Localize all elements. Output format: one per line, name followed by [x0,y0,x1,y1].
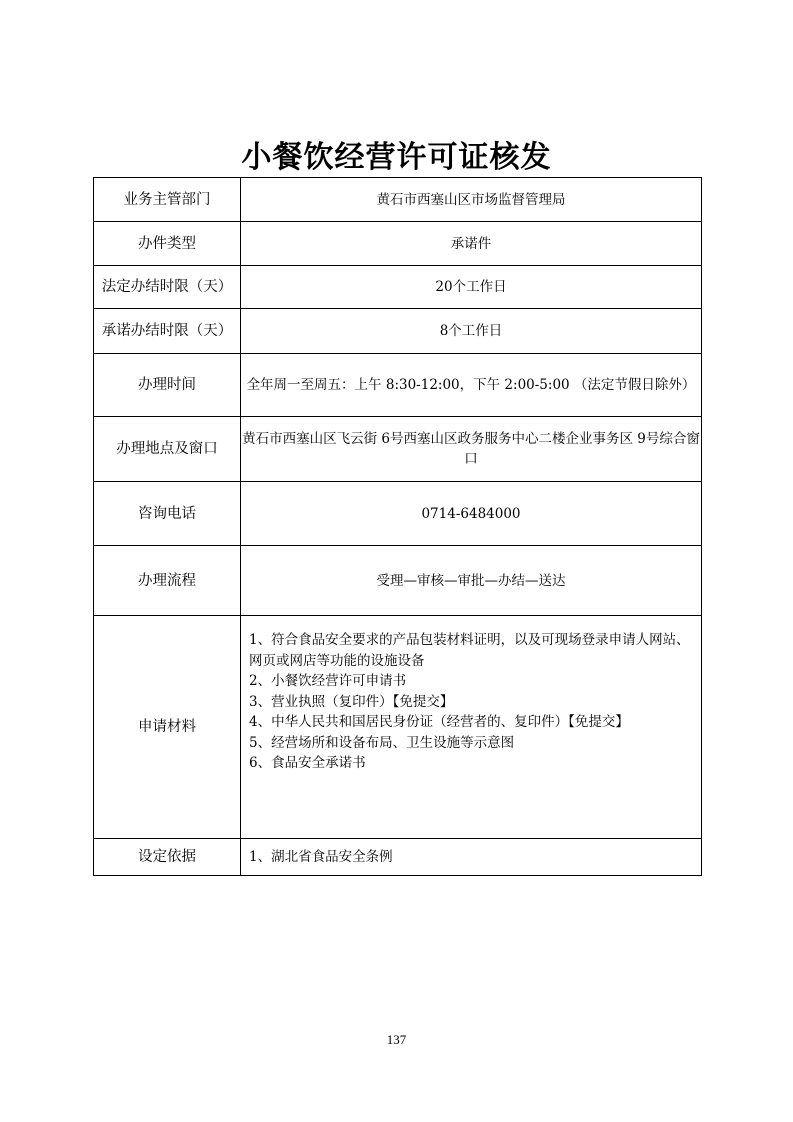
basis-label: 设定依据 [94,839,241,876]
promised-limit-label: 承诺办结时限（天） [94,309,241,354]
process-value: 受理—审核—审批—办结—送达 [241,546,702,616]
phone-label: 咨询电话 [94,482,241,546]
location-value: 黄石市西塞山区飞云街 6号西塞山区政务服务中心二楼企业事务区 9号综合窗口 [241,417,702,482]
table-row [94,266,702,309]
department-value: 黄石市西塞山区市场监督管理局 [241,178,702,222]
service-info-table [93,177,702,876]
promised-limit-value: 8个工作日 [241,309,702,354]
list-item: 2、小餐饮经营许可申请书 [249,673,407,689]
basis-value: 1、湖北省食品安全条例 [241,839,702,876]
table-row [94,839,702,876]
materials-label: 申请材料 [94,616,241,839]
table-row [94,482,702,546]
location-label: 办理地点及窗口 [94,417,241,482]
list-item: 6、食品安全承诺书 [249,755,366,771]
list-item: 3、营业执照（复印件）【免提交】 [249,693,454,710]
legal-limit-value: 20个工作日 [241,266,702,309]
materials-value [241,616,702,839]
table-row [94,546,702,616]
list-item: 5、经营场所和设备布局、卫生设施等示意图 [249,734,515,751]
phone-value: 0714-6484000 [241,482,702,546]
hours-value: 全年周一至周五：上午 8:30-12:00，下午 2:00-5:00 （法定节假日除外） [241,354,702,417]
table-row [94,616,702,839]
type-value: 承诺件 [241,222,702,266]
table-row [94,309,702,354]
table-row [94,354,702,417]
page-number: 137 [386,1032,407,1047]
page-title: 小餐饮经营许可证核发 [241,140,552,175]
process-label: 办理流程 [94,546,241,616]
legal-limit-label: 法定办结时限（天） [94,266,241,309]
hours-label: 办理时间 [94,354,241,417]
department-label: 业务主管部门 [94,178,241,222]
list-item: 1、符合食品安全要求的产品包装材料证明，以及可现场登录申请人网站、网页或网店等功能的设施设备 [249,632,690,669]
type-label: 办件类型 [94,222,241,266]
table-row [94,417,702,482]
materials-list [249,616,701,774]
table-row [94,222,702,266]
list-item: 4、中华人民共和国居民身份证（经营者的、复印件）【免提交】 [249,714,629,730]
table-row [94,178,702,222]
